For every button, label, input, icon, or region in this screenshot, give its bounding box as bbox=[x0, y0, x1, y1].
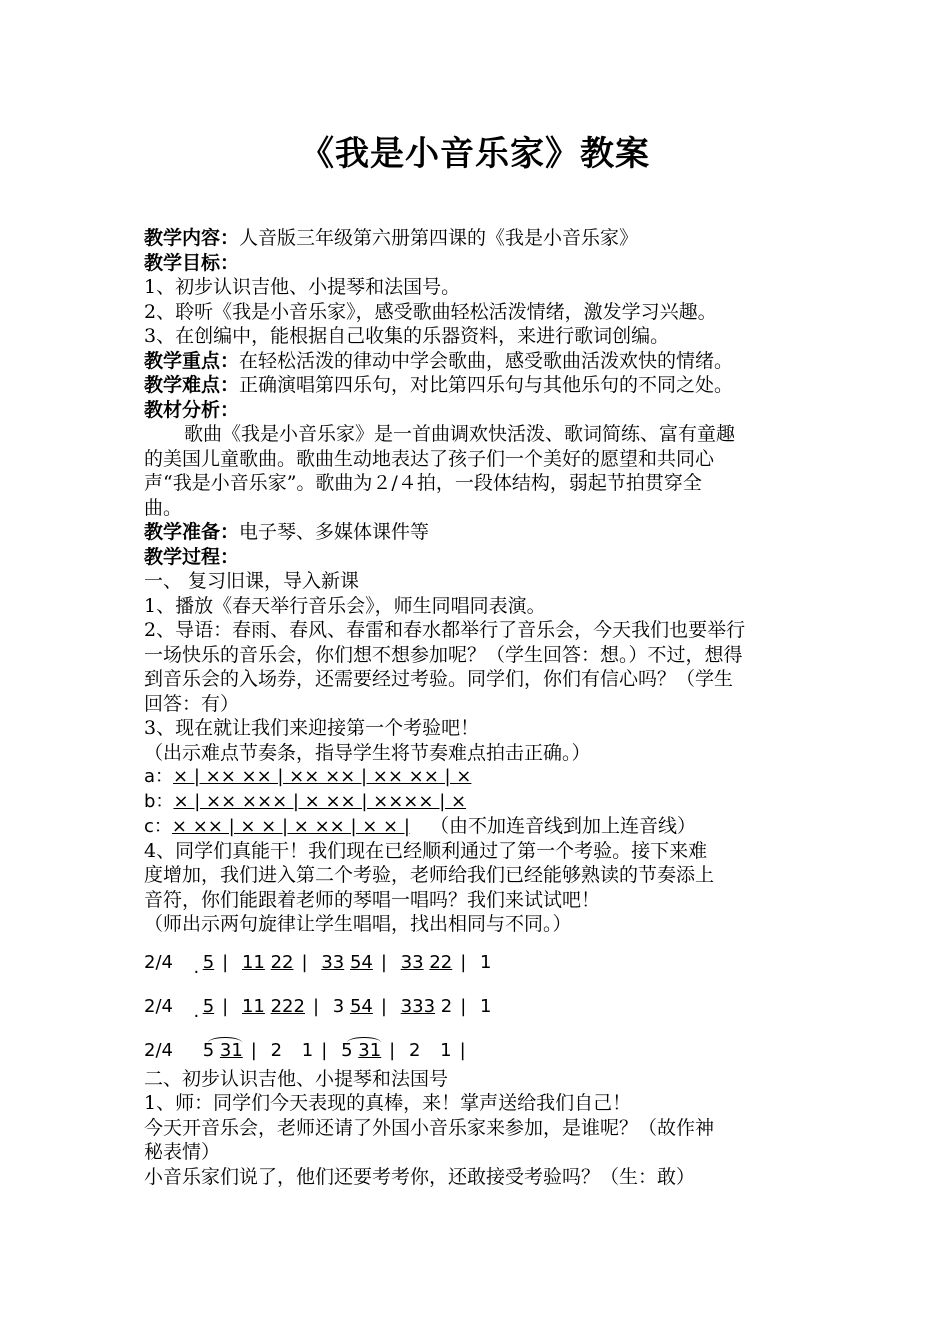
melody1-meter: 2/4 bbox=[144, 951, 173, 973]
melody3-b2: 1 bbox=[301, 1039, 314, 1061]
melody2-m2b: 54 bbox=[349, 995, 373, 1017]
objective-2: 2、聆听《我是小音乐家》，感受歌曲轻松活泼情绪，激发学习兴趣。 bbox=[144, 300, 717, 323]
difficulty-label: 教学难点： bbox=[144, 374, 240, 396]
objective-3: 3、在创编中，能根据自己收集的乐器资料，来进行歌词创编。 bbox=[144, 325, 670, 347]
melody2-meter: 2/4 bbox=[144, 995, 173, 1017]
melody3-c2: 31 bbox=[358, 1039, 382, 1061]
analysis-label: 教材分析： bbox=[144, 398, 240, 421]
preparation-line bbox=[144, 520, 824, 545]
rhythm-c-label: c： bbox=[144, 816, 172, 837]
rhythm-b bbox=[144, 790, 824, 815]
analysis-line-3: 声“我是小音乐家”。歌曲为２/４拍，一段体结构，弱起节拍贯穿全 bbox=[144, 472, 702, 494]
melody1-pickup: 5 · bbox=[179, 952, 214, 973]
rhythm-c bbox=[144, 814, 824, 839]
melody1-end: 1 bbox=[480, 951, 492, 973]
section2-line-4: 秘表情） bbox=[144, 1141, 221, 1163]
melody1-m1b: 22 bbox=[270, 951, 294, 973]
melody2-m1a: 11 bbox=[241, 995, 265, 1017]
melody3-b1: 2 bbox=[270, 1039, 283, 1061]
process2-line-1: 4、同学们真能干！我们现在已经顺利通过了第一个考验。接下来难 bbox=[144, 839, 708, 862]
process-line-8: （出示难点节奏条，指导学生将节奏难点拍击正确。） bbox=[144, 741, 591, 764]
key-point-text: 在轻松活泼的律动中学会歌曲，感受歌曲活泼欢快的情绪。 bbox=[239, 349, 734, 372]
difficulty-text: 正确演唱第四乐句，对比第四乐句与其他乐句的不同之处。 bbox=[239, 374, 734, 396]
melody2-m3a: 333 bbox=[400, 995, 436, 1017]
process-line-4: 一场快乐的音乐会，你们想不想参加呢？（学生回答：想。）不过，想得 bbox=[144, 643, 743, 666]
preparation-text: 电子琴、多媒体课件等 bbox=[239, 521, 430, 543]
rhythm-c-note: （由不加连音线到加上连音线） bbox=[429, 815, 696, 837]
process2-line-2: 度增加，我们进入第二个考验，老师给我们已经能够熟读的节奏添上 bbox=[144, 864, 715, 886]
rhythm-a-notes: × | ×× ×× | ×× ×× | ×× ×× | × bbox=[173, 766, 472, 787]
process-line-3: 2、导语：春雨、春风、春雷和春水都举行了音乐会，今天我们也要举行 bbox=[144, 619, 746, 641]
melody-line-3: 2/4 5 31 | 2 1 | 5 31 | 2 1 | bbox=[144, 1037, 824, 1067]
melody3-c1: 5 bbox=[341, 1039, 353, 1061]
rhythm-b-notes: × | ×× ××× | × ×× | ×××× | × bbox=[173, 790, 467, 812]
document-body bbox=[144, 226, 824, 1189]
analysis-line-2: 的美国儿童歌曲。歌曲生动地表达了孩子们一个美好的愿望和共同心 bbox=[144, 447, 715, 470]
key-point-line bbox=[144, 349, 824, 374]
content-text: 人音版三年级第六册第四课的《我是小音乐家》 bbox=[239, 227, 639, 249]
melody3-a2: 31 bbox=[219, 1039, 243, 1061]
section2-line-1: 二、初步认识吉他、小提琴和法国号 bbox=[144, 1067, 449, 1090]
melody2-pickup: 5 · bbox=[179, 996, 214, 1017]
melody2-m1b: 222 bbox=[270, 995, 305, 1017]
content-line bbox=[144, 226, 824, 251]
melody3-a1: 5 bbox=[202, 1039, 215, 1061]
process2-line-4: （师出示两句旋律让学生唱唱，找出相同与不同。） bbox=[144, 913, 572, 935]
melody1-m3a: 33 bbox=[400, 951, 424, 973]
objective-1: 1、初步认识吉他、小提琴和法国号。 bbox=[144, 276, 461, 298]
melody1-m2b: 54 bbox=[349, 951, 373, 973]
process2-line-3: 音符，你们能跟着老师的琴唱一唱吗？我们来试试吧！ bbox=[144, 888, 601, 911]
rhythm-a-label: a： bbox=[144, 766, 174, 787]
content-label: 教学内容： bbox=[144, 227, 240, 249]
melody1-m1a: 11 bbox=[241, 951, 265, 973]
process-line-5: 到音乐会的入场券，还需要经过考验。同学们，你们有信心吗？（学生 bbox=[144, 668, 734, 690]
rhythm-a bbox=[144, 765, 824, 790]
process-line-7: 3、现在就让我们来迎接第一个考验吧！ bbox=[144, 717, 480, 739]
melody3-d1: 2 bbox=[408, 1039, 421, 1061]
melody1-m2a: 33 bbox=[321, 951, 345, 973]
analysis-line-1: 歌曲《我是小音乐家》是一首曲调欢快活泼、歌词简练、富有童趣 bbox=[184, 423, 736, 445]
key-point-label: 教学重点： bbox=[144, 349, 240, 372]
process-line-1: 一、 复习旧课，导入新课 bbox=[144, 570, 360, 592]
section2-line-3: 今天开音乐会，老师还请了外国小音乐家来参加，是谁呢？（故作神 bbox=[144, 1116, 715, 1139]
rhythm-c-notes: × ×× | × × | × ×× | × × | bbox=[171, 816, 410, 837]
section2-line-2: 1、师：同学们今天表现的真棒，来！掌声送给我们自己！ bbox=[144, 1092, 632, 1114]
melody2-m3b: 2 bbox=[440, 995, 453, 1017]
document-title: 《我是小音乐家》教案 bbox=[300, 134, 650, 174]
difficulty-line bbox=[144, 373, 824, 398]
section2-line-5: 小音乐家们说了，他们还要考考你，还敢接受考验吗？（生：敢） bbox=[144, 1165, 696, 1188]
melody2-m2a: 3 bbox=[332, 995, 345, 1017]
melody3-meter: 2/4 bbox=[144, 1039, 173, 1061]
objectives-label: 教学目标： bbox=[144, 251, 240, 274]
process-line-2: 1、播放《春天举行音乐会》，师生同唱同表演。 bbox=[144, 594, 546, 617]
preparation-label: 教学准备： bbox=[144, 521, 240, 543]
process-line-6: 回答：有） bbox=[144, 692, 240, 715]
melody3-d2: 1 bbox=[440, 1039, 452, 1061]
melody1-m3b: 22 bbox=[429, 951, 453, 973]
analysis-line-4: 曲。 bbox=[144, 496, 183, 519]
rhythm-b-label: b： bbox=[144, 790, 174, 812]
melody-line-1: 2/4 5 · | 11 22 | 33 54 | 33 22 | 1 bbox=[144, 949, 824, 993]
process-label: 教学过程： bbox=[144, 545, 240, 568]
melody-line-2: 2/4 5 · | 11 222 | 3 54 | 333 2 | 1 bbox=[144, 993, 824, 1037]
melody2-end: 1 bbox=[480, 995, 492, 1017]
